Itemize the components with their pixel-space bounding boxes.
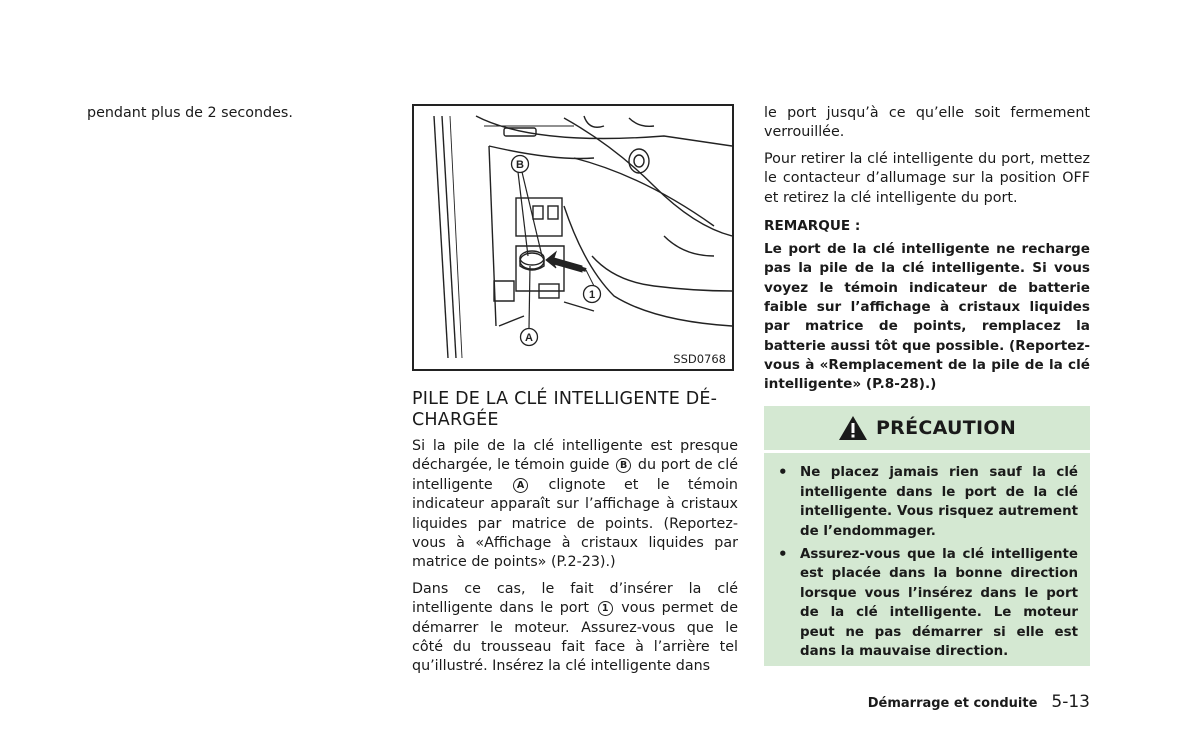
section-heading: PILE DE LA CLÉ INTELLIGENTE DÉ-CHARGÉE [412,389,718,430]
paragraph-locked: le port jusqu’à ce qu’elle soit fermement verrouillée. [764,105,1090,141]
paragraph-insert-key [412,580,738,677]
left-column [87,104,327,123]
label-b-text: B [516,159,524,171]
inline-label-b: B [616,458,631,473]
inline-label-1: 1 [598,601,613,616]
remark-title: REMARQUE : [764,218,861,235]
caution-item: • Ne placez jamais rien sauf la clé intelligente dans le port de la clé intelligente. Vous risquez autrement de l’endommager. [778,463,1078,541]
caution-list [764,453,1090,661]
dashboard-illustration [412,104,734,371]
label-1-text: 1 [588,289,596,301]
warning-triangle-icon [838,415,868,441]
footer-section-title: Démarrage et conduite [867,696,1038,711]
key-port-drawing [414,106,732,369]
caution-header [764,406,1090,453]
p1-text-3: clignote et le témoin indicateur apparaît sur l’affichage à cristaux liquides par matrice de points. (Reportez-vous à «Affichage à cristaux liquides par matrice de points» (P.2-23).) [412,476,738,571]
page-footer [868,692,1090,712]
p1-text-2: du port de clé intelligente [412,457,739,493]
figure-code: SSD0768 [673,352,726,366]
middle-column [412,104,738,684]
paragraph-remove-key: Pour retirer la clé intelligente du port, mettez le contacteur d’allumage sur la position OFF et retirez la clé intelligente du port. [764,150,1090,206]
caution-item: • Assurez-vous que la clé intelligente est placée dans la bonne direction lorsque vous l’insérez dans le port de la clé intelligente. Le moteur peut ne pas démarrer si elle est dans la mauvaise direction. [778,545,1078,661]
remark-text: Le port de la clé intelligente ne recharge pas la pile de la clé intelligente. Si vous voyez le témoin indicateur de batterie faible sur l’affichage à cristaux liquides par matrice de points, remplacez la batterie aussi tôt que possible. (Reportez-vous à «Remplacement de la pile de la clé intelligente» (P.8-28).) [764,241,1090,393]
p2-text-1: Dans ce cas, le fait d’insérer la clé intelligente dans le port [412,580,738,617]
label-a-text: A [525,332,533,344]
caution-box [764,406,1090,666]
inline-label-a: A [513,478,528,493]
caution-title: PRÉCAUTION [875,417,1017,440]
p1-text-1: Si la pile de la clé intelligente est presque déchargée, le témoin guide [412,438,738,474]
right-column [764,104,1090,666]
page-number: 5-13 [1051,692,1090,712]
p2-text-2: vous permet de démarrer le moteur. Assurez-vous que le côté du trousseau fait face à l’arrière tel qu’illustré. Insérez la clé intelligente dans [412,600,738,675]
paragraph-low-battery [412,437,738,573]
left-continuation-text: pendant plus de 2 secondes. [87,105,293,121]
